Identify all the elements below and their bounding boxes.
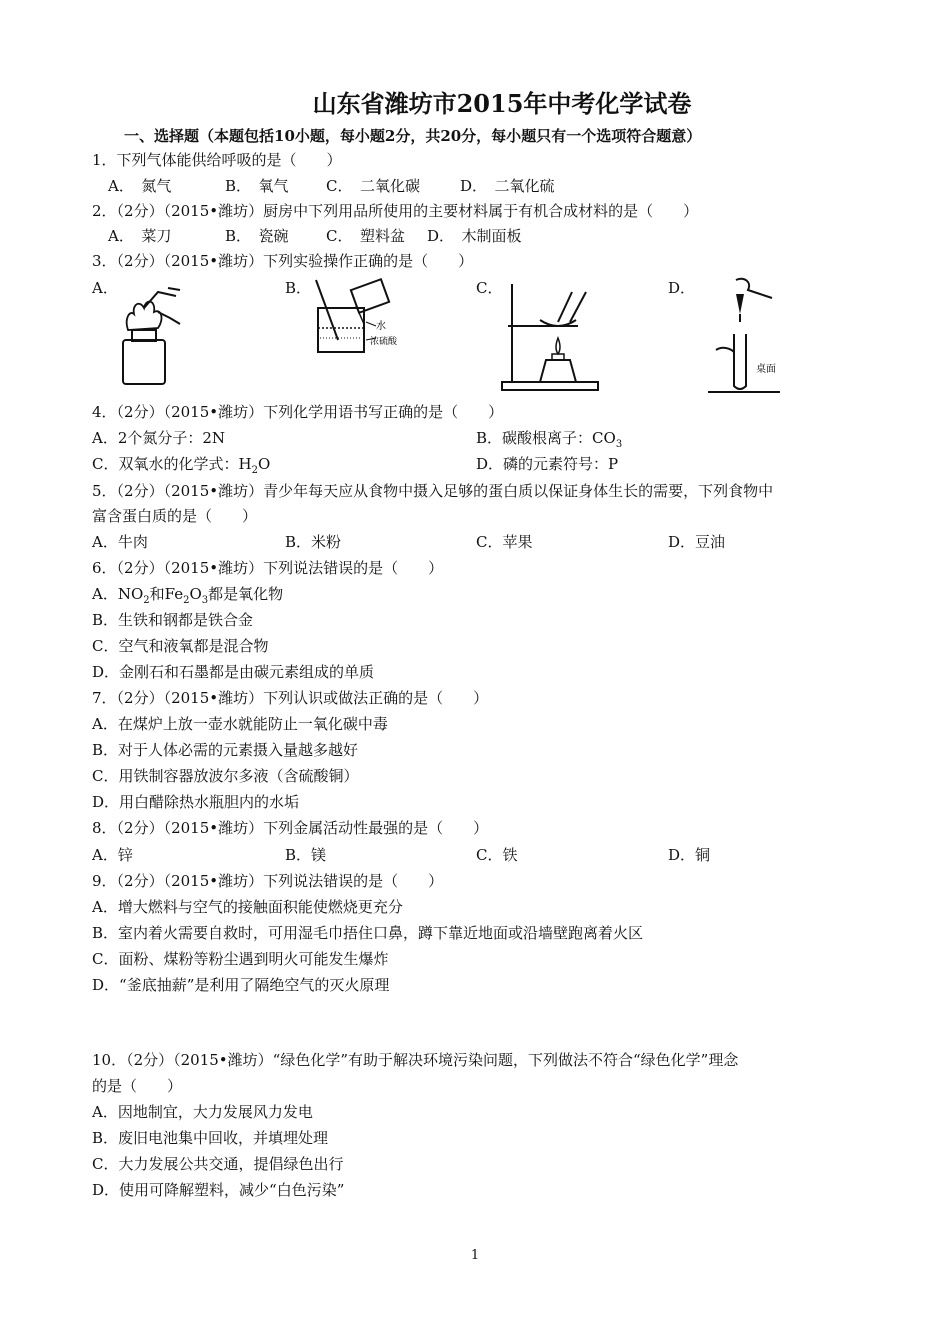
- question-7-option-a: A．在煤炉上放一壶水就能防止一氧化碳中毒: [92, 715, 388, 733]
- question-4-option-c: C．双氧水的化学式：$H_2O$: [92, 455, 271, 476]
- question-10-option-c: C．大力发展公共交通，提倡绿色出行: [92, 1155, 344, 1173]
- question-10-option-d: D．使用可降解塑料，减少“白色污染”: [92, 1181, 345, 1199]
- question-7-option-b: B．对于人体必需的元素摄入量越多越好: [92, 741, 359, 759]
- question-5-option-c: C．苹果: [476, 533, 533, 551]
- question-2-option-d: D． 木制面板: [427, 227, 522, 245]
- question-6-option-a: A．$NO_2$和$Fe_2O_3$都是氧化物: [92, 585, 284, 606]
- question-10-stem-line1: 10．（2分）（2015•潍坊）“绿色化学”有助于解决环境污染问题，下列做法不符合“绿色化学”理念: [92, 1051, 739, 1069]
- subscript: 2: [251, 465, 258, 476]
- question-3-option-d: D．: [668, 279, 696, 297]
- question-3-stem: 3．（2分）（2015•潍坊）下列实验操作正确的是（ ）: [92, 252, 474, 270]
- question-2-option-a: A． 菜刀: [108, 227, 172, 245]
- figure-b-label-acid: 浓硫酸: [370, 337, 398, 347]
- question-5-option-a: A．牛肉: [92, 533, 148, 551]
- question-7-option-d: D．用白醋除热水瓶胆内的水垢: [92, 793, 300, 811]
- figure-a-gas-bottle: [118, 282, 198, 386]
- question-8-stem: 8．（2分）（2015•潍坊）下列金属活动性最强的是（ ）: [92, 819, 489, 837]
- question-7-option-c: C．用铁制容器放波尔多液（含硫酸铜）: [92, 767, 359, 785]
- question-6-option-c: C．空气和液氧都是混合物: [92, 637, 269, 655]
- question-5-option-b: B．米粉: [285, 533, 342, 551]
- question-7-stem: 7．（2分）（2015•潍坊）下列认识或做法正确的是（ ）: [92, 689, 489, 707]
- exam-title: 山东省潍坊市2015年中考化学试卷: [312, 89, 692, 118]
- question-1-option-b: B． 氧气: [225, 177, 289, 195]
- question-1-option-c: C． 二氧化碳: [326, 177, 420, 195]
- page-number: 1: [470, 1248, 480, 1263]
- section-heading: 一、选择题（本题包括10小题，每小题2分，共20分，每小题只有一个选项符合题意）: [124, 127, 702, 145]
- question-6-stem: 6．（2分）（2015•潍坊）下列说法错误的是（ ）: [92, 559, 444, 577]
- figure-d-dropper: [700, 276, 784, 398]
- subscript: 3: [615, 439, 623, 450]
- question-4-option-a: A．2个氮分子：2N: [92, 429, 226, 447]
- question-8-option-a: A．锌: [92, 846, 133, 864]
- figure-b-acid-dilution: [308, 276, 418, 360]
- question-6-option-b: B．生铁和钢都是铁合金: [92, 611, 254, 629]
- figure-d-label-table: 桌面: [756, 364, 776, 375]
- question-5-stem-line1: 5．（2分）（2015•潍坊）青少年每天应从食物中摄入足够的蛋白质以保证身体生长的需要，下列食物中: [92, 482, 774, 500]
- question-3-option-b: B．: [285, 279, 312, 297]
- question-4-option-d: D．磷的元素符号：P: [476, 455, 619, 473]
- question-10-stem-line2: 的是（ ）: [92, 1077, 183, 1095]
- figure-b-label-water: 水: [376, 321, 386, 332]
- question-2-option-b: B． 瓷碗: [225, 227, 289, 245]
- question-6-option-d: D．金刚石和石墨都是由碳元素组成的单质: [92, 663, 375, 681]
- question-10-option-b: B．废旧电池集中回收，并填埋处理: [92, 1129, 329, 1147]
- question-9-option-b: B．室内着火需要自救时，可用湿毛巾捂住口鼻，蹲下靠近地面或沿墙壁跑离着火区: [92, 924, 644, 942]
- question-2-stem: 2．（2分）（2015•潍坊）厨房中下列用品所使用的主要材料属于有机合成材料的是（ ）: [92, 202, 699, 220]
- question-1-stem: 1．下列气体能供给呼吸的是（ ）: [92, 151, 342, 169]
- question-8-option-d: D．铜: [668, 846, 711, 864]
- question-2-option-c: C． 塑料盆: [326, 227, 405, 245]
- question-8-option-b: B．镁: [285, 846, 327, 864]
- question-5-stem-line2: 富含蛋白质的是（ ）: [92, 507, 258, 525]
- question-3-option-c: C．: [476, 279, 503, 297]
- question-10-option-a: A．因地制宜，大力发展风力发电: [92, 1103, 313, 1121]
- question-9-option-c: C．面粉、煤粉等粉尘遇到明火可能发生爆炸: [92, 950, 389, 968]
- question-4-stem: 4．（2分）（2015•潍坊）下列化学用语书写正确的是（ ）: [92, 403, 504, 421]
- question-9-option-d: D．“釜底抽薪”是利用了隔绝空气的灭火原理: [92, 976, 390, 994]
- question-4-option-b: B．碳酸根离子：$CO_3$: [476, 429, 623, 450]
- question-9-stem: 9．（2分）（2015•潍坊）下列说法错误的是（ ）: [92, 872, 444, 890]
- question-3-option-a: A．: [92, 279, 118, 297]
- question-8-option-c: C．铁: [476, 846, 518, 864]
- question-5-option-d: D．豆油: [668, 533, 726, 551]
- question-9-option-a: A．增大燃料与空气的接触面积能使燃烧更充分: [92, 898, 403, 916]
- question-1-option-a: A． 氮气: [108, 177, 172, 195]
- figure-c-evaporation: [500, 282, 604, 394]
- question-1-option-d: D． 二氧化硫: [460, 177, 555, 195]
